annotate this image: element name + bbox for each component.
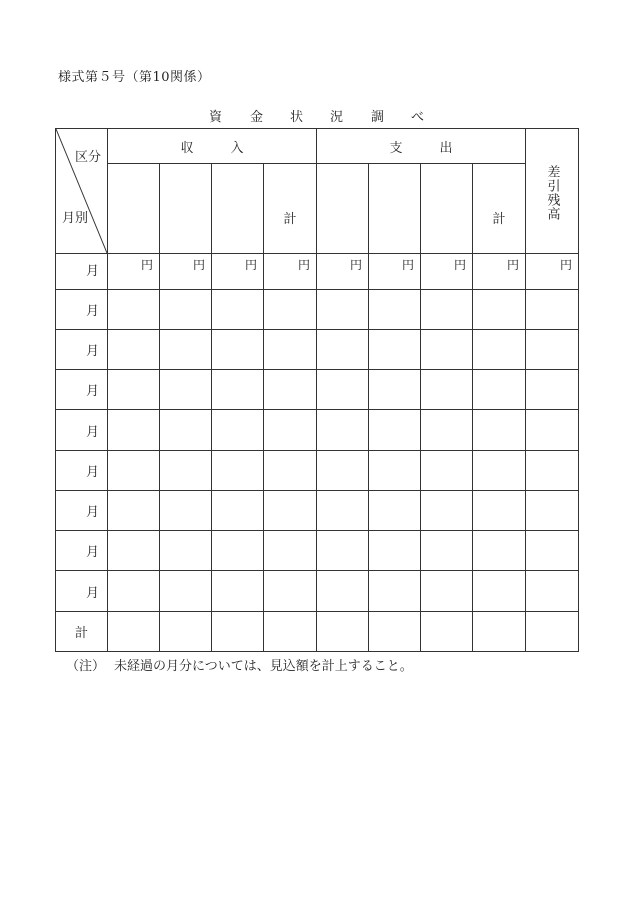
header-row-1 bbox=[56, 129, 579, 164]
title-char: 資 bbox=[209, 110, 223, 125]
month-cell: 月 bbox=[56, 571, 108, 612]
amount-cell[interactable] bbox=[264, 410, 317, 451]
amount-cell[interactable] bbox=[369, 410, 421, 451]
amount-cell[interactable] bbox=[264, 370, 317, 410]
amount-cell[interactable] bbox=[421, 451, 473, 491]
footnote-text: 未経過の月分については、見込額を計上すること。 bbox=[114, 659, 413, 674]
title-char: 況 bbox=[330, 110, 344, 125]
amount-cell[interactable] bbox=[160, 290, 212, 330]
amount-cell[interactable] bbox=[212, 571, 264, 612]
amount-cell[interactable] bbox=[369, 491, 421, 531]
expense-column-header bbox=[317, 164, 369, 254]
total-cell[interactable] bbox=[526, 612, 579, 652]
amount-cell[interactable]: 円 bbox=[160, 254, 212, 290]
amount-cell[interactable] bbox=[421, 531, 473, 571]
amount-cell[interactable] bbox=[526, 330, 579, 370]
amount-cell[interactable] bbox=[526, 531, 579, 571]
title-char: べ bbox=[411, 110, 425, 125]
division-label: 区分 bbox=[74, 150, 101, 165]
amount-cell[interactable] bbox=[160, 531, 212, 571]
amount-cell[interactable]: 円 bbox=[369, 254, 421, 290]
table-row bbox=[56, 410, 579, 451]
amount-cell[interactable] bbox=[108, 330, 160, 370]
total-cell[interactable] bbox=[317, 612, 369, 652]
table-row bbox=[56, 330, 579, 370]
income-column-header bbox=[108, 164, 160, 254]
total-row-label: 計 bbox=[56, 612, 108, 652]
amount-cell[interactable]: 円 bbox=[421, 254, 473, 290]
amount-cell[interactable] bbox=[108, 370, 160, 410]
amount-cell[interactable] bbox=[212, 290, 264, 330]
expense-column-header bbox=[369, 164, 421, 254]
table-row bbox=[56, 491, 579, 531]
amount-cell[interactable] bbox=[421, 491, 473, 531]
amount-cell[interactable] bbox=[473, 290, 526, 330]
month-cell: 月 bbox=[56, 330, 108, 370]
total-row bbox=[56, 612, 579, 652]
table-row bbox=[56, 571, 579, 612]
amount-cell[interactable]: 円 bbox=[317, 254, 369, 290]
title-char: 状 bbox=[290, 110, 304, 125]
amount-cell[interactable] bbox=[473, 410, 526, 451]
amount-cell[interactable] bbox=[160, 491, 212, 531]
total-cell[interactable] bbox=[421, 612, 473, 652]
amount-cell[interactable] bbox=[317, 531, 369, 571]
amount-cell[interactable] bbox=[421, 290, 473, 330]
balance-header: 差引残高 bbox=[526, 129, 579, 254]
amount-cell[interactable] bbox=[369, 531, 421, 571]
amount-cell[interactable] bbox=[108, 290, 160, 330]
amount-cell[interactable] bbox=[421, 370, 473, 410]
amount-cell[interactable] bbox=[473, 571, 526, 612]
month-cell: 月 bbox=[56, 370, 108, 410]
document-title bbox=[0, 110, 630, 126]
month-cell: 月 bbox=[56, 254, 108, 290]
amount-cell[interactable] bbox=[526, 571, 579, 612]
amount-cell[interactable] bbox=[369, 370, 421, 410]
amount-cell[interactable] bbox=[212, 451, 264, 491]
amount-cell[interactable] bbox=[473, 491, 526, 531]
income-total-header: 計 bbox=[264, 164, 317, 254]
table-row bbox=[56, 531, 579, 571]
amount-cell[interactable]: 円 bbox=[212, 254, 264, 290]
amount-cell[interactable]: 円 bbox=[473, 254, 526, 290]
expense-header: 支 出 bbox=[317, 129, 526, 164]
expense-column-header bbox=[421, 164, 473, 254]
amount-cell[interactable] bbox=[369, 290, 421, 330]
table-row bbox=[56, 254, 579, 290]
amount-cell[interactable] bbox=[108, 410, 160, 451]
total-cell[interactable] bbox=[212, 612, 264, 652]
amount-cell[interactable] bbox=[108, 451, 160, 491]
amount-cell[interactable] bbox=[473, 370, 526, 410]
amount-cell[interactable] bbox=[421, 330, 473, 370]
amount-cell[interactable] bbox=[526, 491, 579, 531]
amount-cell[interactable] bbox=[317, 571, 369, 612]
total-cell[interactable] bbox=[473, 612, 526, 652]
amount-cell[interactable] bbox=[160, 330, 212, 370]
amount-cell[interactable] bbox=[526, 370, 579, 410]
amount-cell[interactable] bbox=[160, 370, 212, 410]
amount-cell[interactable] bbox=[264, 290, 317, 330]
amount-cell[interactable] bbox=[264, 491, 317, 531]
amount-cell[interactable] bbox=[317, 410, 369, 451]
month-cell: 月 bbox=[56, 531, 108, 571]
footnote-mark: （注） bbox=[66, 659, 106, 674]
amount-cell[interactable] bbox=[212, 370, 264, 410]
amount-cell[interactable] bbox=[526, 451, 579, 491]
income-header: 収 入 bbox=[108, 129, 317, 164]
header-row-2 bbox=[56, 164, 579, 254]
amount-cell[interactable] bbox=[421, 410, 473, 451]
amount-cell[interactable] bbox=[317, 290, 369, 330]
form-number: 様式第５号（第10関係） bbox=[58, 70, 211, 85]
month-cell: 月 bbox=[56, 451, 108, 491]
amount-cell[interactable] bbox=[108, 531, 160, 571]
footnote bbox=[66, 655, 413, 674]
title-char: 調 bbox=[371, 110, 385, 125]
amount-cell[interactable] bbox=[108, 491, 160, 531]
amount-cell[interactable] bbox=[421, 571, 473, 612]
amount-cell[interactable] bbox=[264, 330, 317, 370]
amount-cell[interactable] bbox=[160, 451, 212, 491]
amount-cell[interactable] bbox=[369, 451, 421, 491]
amount-cell[interactable] bbox=[264, 571, 317, 612]
amount-cell[interactable]: 円 bbox=[526, 254, 579, 290]
amount-cell[interactable] bbox=[264, 531, 317, 571]
income-column-header bbox=[212, 164, 264, 254]
income-column-header bbox=[160, 164, 212, 254]
corner-header-cell bbox=[56, 129, 108, 254]
amount-cell[interactable] bbox=[108, 571, 160, 612]
month-cell: 月 bbox=[56, 290, 108, 330]
amount-cell[interactable] bbox=[212, 491, 264, 531]
amount-cell[interactable] bbox=[317, 370, 369, 410]
total-cell[interactable] bbox=[160, 612, 212, 652]
table-row bbox=[56, 290, 579, 330]
amount-cell[interactable] bbox=[526, 410, 579, 451]
month-cell: 月 bbox=[56, 410, 108, 451]
expense-total-header: 計 bbox=[473, 164, 526, 254]
title-char: 金 bbox=[250, 110, 264, 125]
amount-cell[interactable] bbox=[160, 571, 212, 612]
month-cell: 月 bbox=[56, 491, 108, 531]
total-cell[interactable] bbox=[264, 612, 317, 652]
amount-cell[interactable] bbox=[317, 330, 369, 370]
amount-cell[interactable] bbox=[473, 531, 526, 571]
amount-cell[interactable] bbox=[369, 330, 421, 370]
amount-cell[interactable] bbox=[317, 491, 369, 531]
amount-cell[interactable] bbox=[264, 451, 317, 491]
amount-cell[interactable] bbox=[212, 410, 264, 451]
table-row bbox=[56, 370, 579, 410]
fund-status-table bbox=[55, 128, 579, 652]
amount-cell[interactable] bbox=[212, 531, 264, 571]
amount-cell[interactable] bbox=[369, 571, 421, 612]
total-cell[interactable] bbox=[108, 612, 160, 652]
amount-cell[interactable] bbox=[317, 451, 369, 491]
amount-cell[interactable] bbox=[160, 410, 212, 451]
total-cell[interactable] bbox=[369, 612, 421, 652]
table-row bbox=[56, 451, 579, 491]
amount-cell[interactable] bbox=[473, 451, 526, 491]
amount-cell[interactable] bbox=[526, 290, 579, 330]
amount-cell[interactable] bbox=[212, 330, 264, 370]
amount-cell[interactable]: 円 bbox=[264, 254, 317, 290]
month-label: 月別 bbox=[62, 211, 89, 226]
amount-cell[interactable]: 円 bbox=[108, 254, 160, 290]
amount-cell[interactable] bbox=[473, 330, 526, 370]
